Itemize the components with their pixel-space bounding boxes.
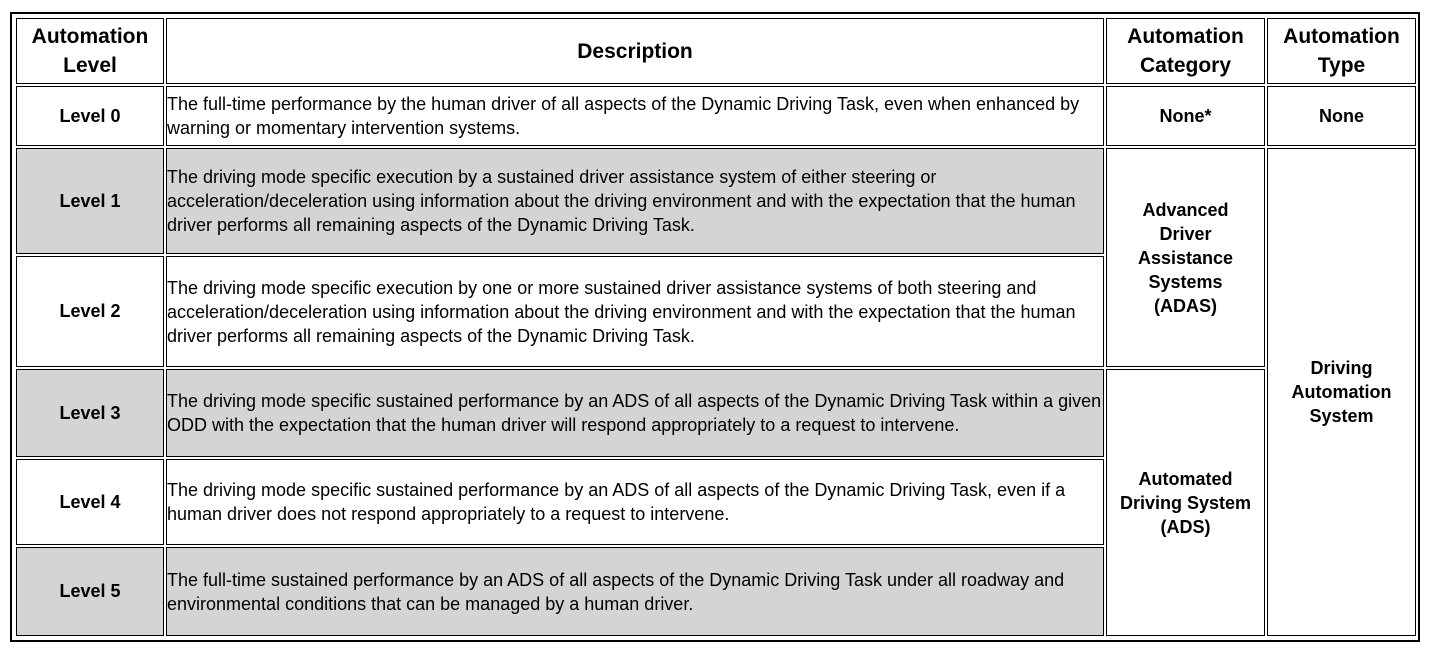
level-cell: Level 2 [16,256,164,367]
description-cell: The full-time performance by the human driver of all aspects of the Dynamic Driving Task, even when enhanced by warning or momentary intervention systems. [166,86,1104,146]
header-automation-type: Automation Type [1267,18,1416,84]
category-adas-label: Advanced Driver Assistance Systems (ADAS) [1137,199,1234,316]
header-description: Description [166,18,1104,84]
category-cell-ads [1106,369,1265,636]
header-row [16,18,1416,84]
table-row [16,369,1416,457]
header-automation-category: Automation Category [1106,18,1265,84]
level-cell: Level 3 [16,369,164,457]
category-ads-label: Automated Driving System (ADS) [1119,468,1252,537]
description-cell: The driving mode specific sustained performance by an ADS of all aspects of the Dynamic Driving Task, even if a human driver does not respond appropriately to a request to intervene. [166,459,1104,545]
table-row [16,86,1416,146]
level-cell: Level 0 [16,86,164,146]
level-cell: Level 4 [16,459,164,545]
category-cell-none: None* [1106,86,1265,146]
table-row [16,148,1416,254]
automation-levels-table-frame [10,12,1420,642]
automation-levels-table [14,16,1418,638]
level-cell: Level 5 [16,547,164,636]
description-cell: The full-time sustained performance by an ADS of all aspects of the Dynamic Driving Task under all roadway and environmental conditions that can be managed by a human driver. [166,547,1104,636]
type-das-label: Driving Automation System [1291,358,1392,426]
description-cell: The driving mode specific sustained performance by an ADS of all aspects of the Dynamic Driving Task within a given ODD with the expectation that the human driver will respond appropriately to a request to intervene. [166,369,1104,457]
description-cell: The driving mode specific execution by one or more sustained driver assistance systems of both steering and acceleration/deceleration using information about the driving environment and with the expectation that the human driver performs all remaining aspects of the Dynamic Driving Task. [166,256,1104,367]
description-cell: The driving mode specific execution by a sustained driver assistance system of either steering or acceleration/deceleration using information about the driving environment and with the expectation that the human driver performs all remaining aspects of the Dynamic Driving Task. [166,148,1104,254]
type-cell-none: None [1267,86,1416,146]
category-cell-adas [1106,148,1265,367]
type-cell-driving-automation-system [1267,148,1416,636]
header-automation-level: Automation Level [16,18,164,84]
level-cell: Level 1 [16,148,164,254]
